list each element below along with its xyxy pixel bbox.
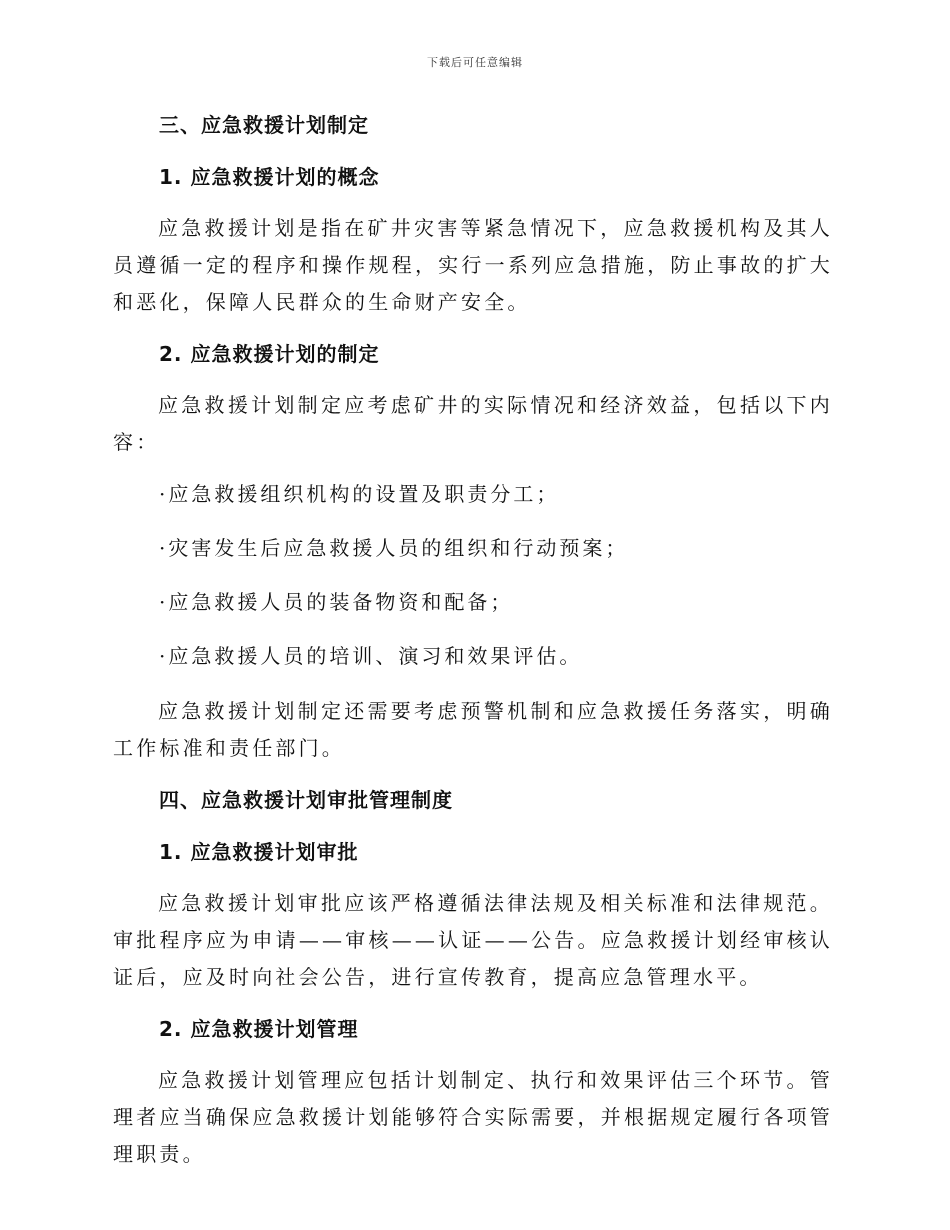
subheading-plan-management: 2. 应急救援计划管理 [159,1017,359,1041]
paragraph-plan-approval: 应急救援计划审批应该严格遵循法律法规及相关标准和法律规范。审批程序应为申请——审核——认证——公告。应急救援计划经审核认证后，应及时向社会公告，进行宣传教育，提高应急管理水平。 [113,891,833,989]
subheading-plan-formulation: 2. 应急救援计划的制定 [159,342,380,366]
section-heading-3: 三、应急救援计划制定 [159,113,369,137]
list-item: ·灾害发生后应急救援人员的组织和行动预案； [159,536,629,560]
list-item: ·应急救援人员的培训、演习和效果评估。 [159,644,583,668]
paragraph-plan-management: 应急救援计划管理应包括计划制定、执行和效果评估三个环节。管理者应当确保应急救援计划能够符合实际需要，并根据规定履行各项管理职责。 [113,1068,833,1166]
paragraph-plan-formulation-closing: 应急救援计划制定还需要考虑预警机制和应急救援任务落实，明确工作标准和责任部门。 [113,699,833,760]
section-heading-4: 四、应急救援计划审批管理制度 [159,788,453,812]
paragraph-plan-formulation-intro: 应急救援计划制定应考虑矿井的实际情况和经济效益，包括以下内容： [113,393,833,454]
page-header: 下载后可任意编辑 [427,56,523,69]
list-item: ·应急救援人员的装备物资和配备； [159,590,514,614]
document-body [113,108,833,1189]
paragraph-plan-concept: 应急救援计划是指在矿井灾害等紧急情况下，应急救援机构及其人员遵循一定的程序和操作规程，实行一系列应急措施，防止事故的扩大和恶化，保障人民群众的生命财产安全。 [113,216,833,314]
subheading-plan-approval: 1. 应急救援计划审批 [159,840,359,864]
subheading-plan-concept: 1. 应急救援计划的概念 [159,165,380,189]
list-item: ·应急救援组织机构的设置及职责分工； [159,482,560,506]
